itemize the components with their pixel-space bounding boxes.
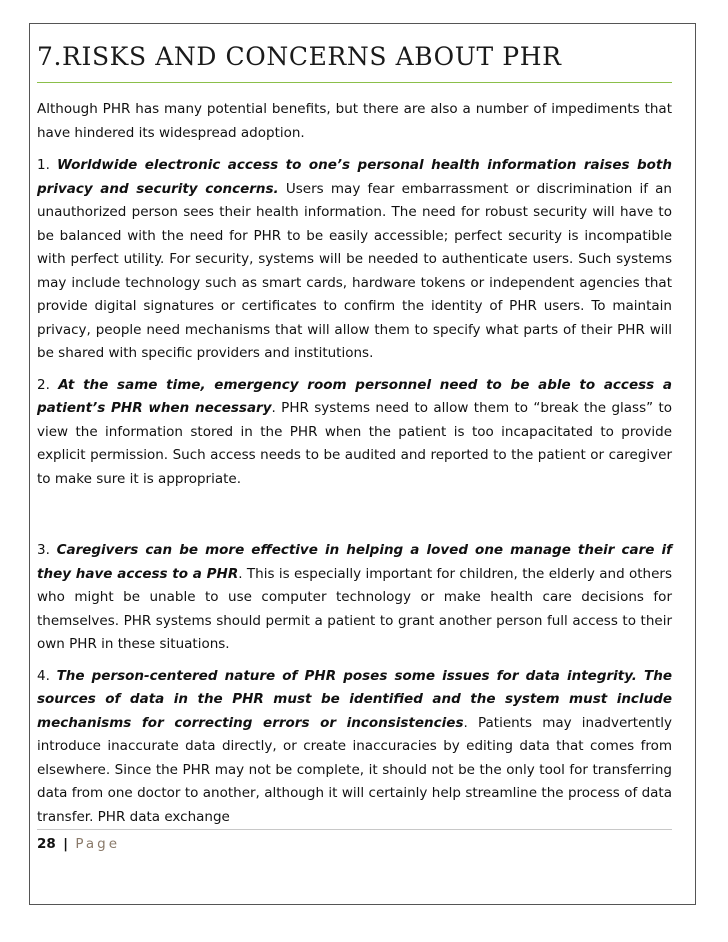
item-lead: The person-centered nature of PHR poses some issues for data integrity. The sources of data in the PHR must be identified and the system must include mechanisms for correcting errors or inconsistencies	[37, 667, 672, 731]
item-body: . This is especially important for children, the elderly and others who might be unable to use computer technology or make health care decisions for themselves. PHR systems should permit a patient to grant another person full access to their own PHR in these situations.	[37, 565, 673, 652]
item-lead: At the same time, emergency room personnel need to be able to access a patient’s PHR when necessary	[37, 376, 672, 416]
blank-spacer	[37, 499, 672, 539]
item-lead: Caregivers can be more effective in helping a loved one manage their care if they have access to a PHR	[37, 542, 673, 582]
item-number: 1.	[37, 157, 50, 173]
item-body: Users may fear embarrassment or discrimination if an unauthorized person sees their health information. The need for robust security will have to be balanced with the need for PHR to be easily accessible; perfect security is incompatible with perfect utility. For security, systems will be needed to authenticate users. Such systems may include technology such as smart cards, hardware tokens or independent agencies that provide digital signatures or certificates to confirm the identity of PHR users. To maintain privacy, people need mechanisms that will allow them to specify what parts of their PHR will be shared with specific providers and institutions.	[37, 180, 672, 361]
risk-item-2	[37, 374, 672, 492]
footer-separator: |	[63, 836, 69, 852]
item-lead: Worldwide electronic access to one’s personal health information raises both privacy and security concerns.	[37, 157, 672, 197]
body-text	[37, 98, 672, 837]
item-body: . PHR systems need to allow them to “break the glass” to view the information stored in the PHR when the patient is too incapacitated to provide explicit permission. Such access needs to be audited and reported to the patient or caregiver to make sure it is appropriate.	[37, 400, 672, 487]
item-number: 4.	[37, 667, 50, 684]
item-number: 2.	[37, 376, 50, 393]
section-heading: 7.RISKS AND CONCERNS ABOUT PHR	[37, 42, 562, 71]
page-footer	[37, 836, 120, 852]
intro-paragraph: Although PHR has many potential benefits, but there are also a number of impediments that have hindered its widespread adoption.	[37, 101, 672, 141]
item-body: . Patients may inadvertently introduce inaccurate data directly, or create inaccuracies by editing data that comes from elsewhere. Since the PHR may not be complete, it should not be the only tool for transferring data from one doctor to another, although it will certainly help streamline the process of data transfer. PHR data exchange	[37, 714, 672, 825]
footer-divider	[37, 829, 672, 830]
page-number: 28	[37, 836, 56, 852]
risk-item-1	[37, 154, 672, 366]
risk-item-4	[37, 665, 672, 830]
risk-item-3	[37, 539, 672, 657]
heading-underline	[37, 82, 672, 83]
item-number: 3.	[37, 542, 50, 558]
page-label: Page	[75, 836, 121, 852]
